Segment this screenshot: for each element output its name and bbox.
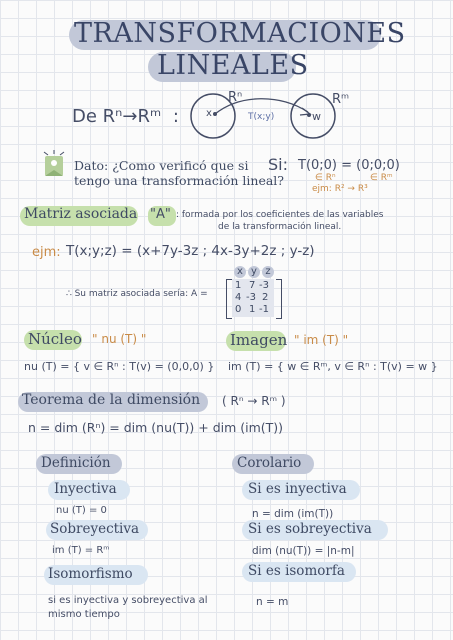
matrix-header-z: z — [262, 266, 274, 278]
matrix-header — [232, 266, 274, 278]
mapping-arrow: → — [122, 106, 138, 127]
matrix-header-y: y — [248, 266, 260, 278]
mapping-header — [72, 106, 179, 127]
tip-unit-2: ∈ Rᵐ — [370, 173, 393, 183]
si-inyectiva-detail: n = dim (im(T)) — [252, 508, 334, 520]
imagen-sub: " im (T) " — [294, 333, 349, 347]
domain-circle-label: Rⁿ — [228, 90, 243, 105]
si-sobreyectiva-title: Si es sobreyectiva — [248, 521, 372, 537]
matriz-title: Matriz asociada — [24, 206, 138, 222]
page-title-line-2: LINEALES — [157, 50, 309, 81]
matrix-cell: -3 — [246, 292, 256, 303]
tip-si: Si: — [268, 155, 288, 174]
matrix-cell: -3 — [259, 280, 269, 291]
matriz-desc-2: de la transformación lineal. — [218, 222, 342, 232]
matrix-cell: 0 — [235, 304, 242, 315]
isomorfismo-title: Isomorfismo — [48, 566, 133, 582]
mapping-domain: Rⁿ — [102, 106, 123, 127]
tip-line-1: Dato: ¿Como verificó que si — [74, 158, 249, 173]
tip-example: ejm: R² → R³ — [312, 184, 368, 194]
bulb-icon — [42, 150, 66, 178]
sobreyectiva-detail: im (T) = Rᵐ — [52, 545, 110, 556]
matrix-header-x: x — [234, 266, 246, 278]
ejm-label: ejm: — [32, 245, 61, 260]
mapping-t: T(x;y) — [248, 112, 275, 122]
nucleo-title: Núcleo — [28, 330, 82, 348]
mapping-w: w — [312, 110, 321, 123]
corolario-title: Corolario — [237, 455, 302, 471]
tip-text — [74, 158, 284, 188]
tip-unit-1: ∈ Rⁿ — [315, 173, 336, 183]
mapping-codomain: Rᵐ — [137, 106, 162, 127]
codomain-circle-label: Rᵐ — [332, 92, 350, 107]
si-isomorfa-detail: n = m — [256, 596, 289, 608]
inyectiva-detail: nu (T) = 0 — [56, 505, 107, 516]
matrix-cell: 4 — [235, 292, 242, 303]
tip-equation: T(0;0) = (0;0;0) — [298, 158, 400, 173]
page-title-line-1: TRANSFORMACIONES — [74, 18, 406, 49]
matriz-su-text: ∴ Su matriz asociada sería: A = — [66, 289, 208, 299]
imagen-formula: im (T) = { w ∈ Rᵐ, v ∈ Rⁿ : T(v) = w } — [228, 360, 438, 373]
inyectiva-title: Inyectiva — [54, 481, 117, 497]
matriz-quote: "A" — [150, 207, 171, 222]
teorema-title: Teorema de la dimensión — [22, 392, 201, 408]
matriz-desc-1: : formada por los coeficientes de las variables — [176, 210, 384, 220]
isomorfismo-detail: si es inyectiva y sobreyectiva al mismo tiempo — [48, 595, 208, 620]
matrix-cell: 1 — [249, 304, 256, 315]
nucleo-sub: " nu (T) " — [92, 332, 147, 346]
matriz-example: T(x;y;z) = (x+7y-3z ; 4x-3y+2z ; y-z) — [66, 243, 315, 259]
definicion-title: Definición — [41, 455, 111, 471]
si-inyectiva-title: Si es inyectiva — [248, 481, 347, 497]
nucleo-formula: nu (T) = { v ∈ Rⁿ : T(v) = (0,0,0) } — [24, 360, 215, 373]
matrix-cell: 2 — [262, 292, 269, 303]
teorema-formula: n = dim (Rⁿ) = dim (nu(T)) + dim (im(T)) — [28, 420, 284, 435]
mapping-x: x — [206, 108, 212, 119]
matrix-cell: 7 — [249, 280, 256, 291]
teorema-range: ( Rⁿ → Rᵐ ) — [222, 394, 286, 408]
mapping-prefix: De — [72, 106, 97, 127]
sobreyectiva-title: Sobreyectiva — [50, 521, 140, 537]
mapping-colon: : — [172, 106, 179, 127]
si-sobreyectiva-detail: dim (nu(T)) = |n-m| — [252, 545, 355, 557]
matrix-cell: 1 — [235, 280, 242, 291]
matrix-cell: -1 — [259, 304, 269, 315]
si-isomorfa-title: Si es isomorfa — [248, 563, 345, 579]
tip-line-2: tengo una transformación lineal? — [74, 173, 284, 188]
imagen-title: Imagen — [230, 331, 288, 349]
matrix-bracket-right — [276, 279, 282, 319]
